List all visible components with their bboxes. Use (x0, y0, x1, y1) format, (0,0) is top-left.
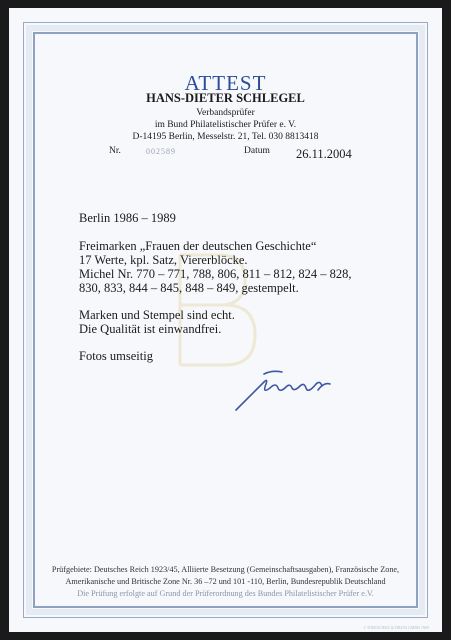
footer-line-3: Die Prüfung erfolgte auf Grund der Prüferordnung des Bundes Philatelistischer Prüfer e.V. (77, 589, 374, 598)
examiner-association: im Bund Philatelistischer Prüfer e. V. (154, 120, 297, 130)
examiner-name: HANS-DIETER SCHLEGEL (146, 91, 305, 105)
series-title: Berlin 1986 – 1989 (79, 211, 176, 225)
examiner-address: D-14195 Berlin, Messelstr. 21, Tel. 030 8813418 (132, 132, 319, 142)
datum-label: Datum (244, 146, 270, 156)
examiner-signature (226, 360, 341, 416)
quality-statement: Die Qualität ist einwandfrei. (79, 322, 222, 336)
footer-line-2: Amerikanische und Britische Zone Nr. 36 –72 und 101 -110, Berlin, Bundesrepublik Deutschland (65, 577, 386, 586)
description-line-3: Michel Nr. 770 – 771, 788, 806, 811 – 812, 824 – 828, (79, 267, 352, 281)
examiner-role: Verbandsprüfer (196, 108, 255, 118)
authenticity-statement: Marken und Stempel sind echt. (79, 308, 235, 322)
certificate-title: ATTEST (184, 71, 267, 95)
description-line-1: Freimarken „Frauen der deutschen Geschichte“ (79, 239, 317, 253)
certificate-date: 26.11.2004 (296, 147, 352, 161)
footer-line-1: Prüfgebiete: Deutsches Reich 1923/45, Alliierte Besetzung (Gemeinschaftsausgaben), Französische Zone, (51, 565, 400, 574)
printer-mark: © DIERSCHKE & DRUM GMBH 1989 (363, 625, 429, 630)
certificate-number: 002589 (146, 147, 176, 156)
nr-label: Nr. (109, 146, 121, 156)
photos-note: Fotos umseitig (79, 349, 153, 363)
description-line-4: 830, 833, 844 – 845, 848 – 849, gestempelt. (79, 281, 299, 295)
description-line-2: 17 Werte, kpl. Satz, Viererblöcke. (79, 253, 248, 267)
